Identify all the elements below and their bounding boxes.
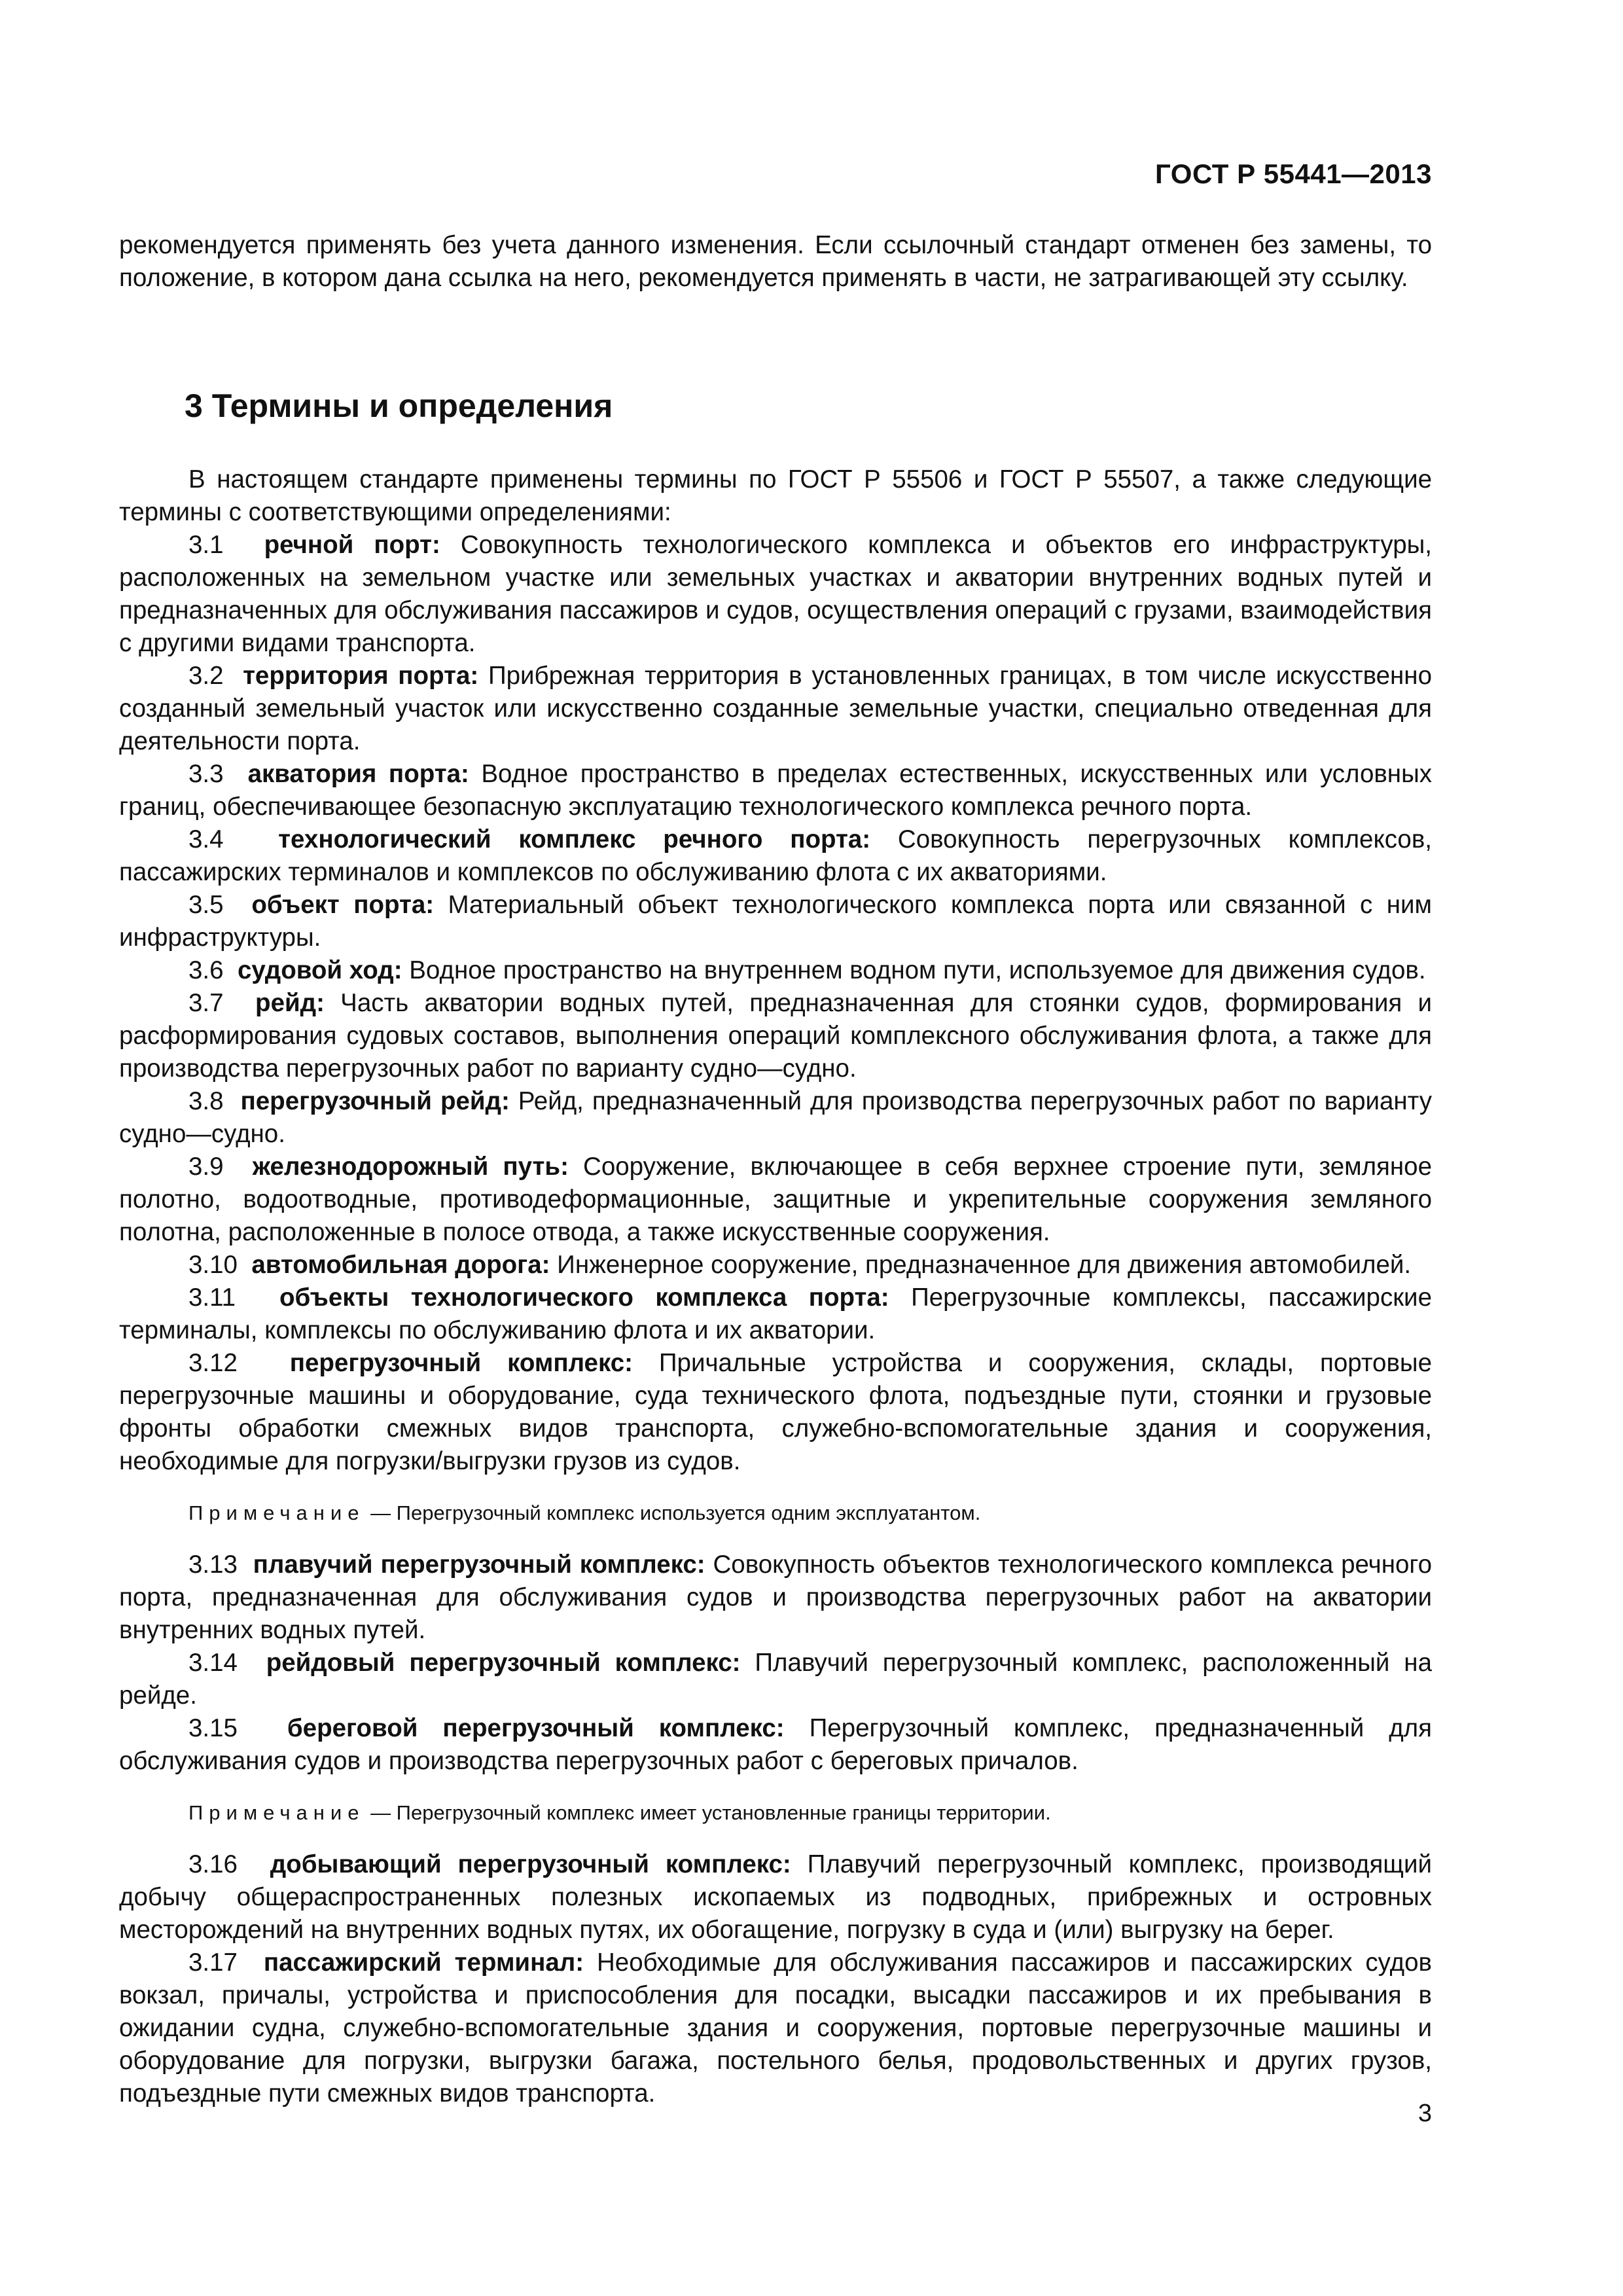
term-number: 3.9 <box>188 1153 224 1181</box>
term-number: 3.17 <box>188 1948 238 1977</box>
term-name: акватория порта: <box>247 760 469 788</box>
term-number: 3.10 <box>188 1251 238 1279</box>
term-name: объект порта: <box>251 891 435 919</box>
term-definition: Плавучий перегрузочный комплекс, производящий добычу общераспространенных полезных ископаемых из подводных, прибрежных и островных месторождений на внутренних водных путях, их обогащение, погрузку в суда и (или) выгрузку на берег. <box>119 1850 1432 1944</box>
term-name: береговой перегрузочный комплекс: <box>287 1714 785 1742</box>
term-name: плавучий перегрузочный комплекс: <box>253 1551 705 1579</box>
section-title: 3 Термины и определения <box>185 387 613 424</box>
term-number: 3.8 <box>188 1087 224 1115</box>
term-entry <box>119 758 1432 823</box>
standard-code-header: ГОСТ Р 55441—2013 <box>1155 158 1432 189</box>
note-label: Примечание <box>188 1501 365 1524</box>
term-entry <box>119 660 1432 758</box>
term-number: 3.2 <box>188 662 224 690</box>
term-name: железнодорожный путь: <box>252 1153 569 1181</box>
term-number: 3.5 <box>188 891 224 919</box>
term-entry <box>119 1712 1432 1778</box>
term-number: 3.12 <box>188 1349 238 1377</box>
term-definition: Причальные устройства и сооружения, склады, портовые перегрузочные машины и оборудование, суда технического флота, подъездные пути, стоянки и грузовые фронты обработки смежных видов транспорта, служебно-вспомогательные здания и сооружения, необходимые для погрузки/выгрузки грузов из судов. <box>119 1349 1432 1475</box>
term-entry <box>119 1549 1432 1647</box>
term-definition: Рейд, предназначенный для производства перегрузочных работ по варианту судно—судно. <box>119 1087 1432 1148</box>
note <box>119 1500 1432 1526</box>
term-number: 3.1 <box>188 531 224 559</box>
term-entry <box>119 823 1432 889</box>
page-number: 3 <box>1418 2100 1432 2127</box>
term-number: 3.4 <box>188 825 224 853</box>
term-name: перегрузочный рейд: <box>240 1087 510 1115</box>
term-entry <box>119 1946 1432 2110</box>
term-number: 3.14 <box>188 1649 238 1677</box>
term-entry <box>119 954 1432 987</box>
term-entry <box>119 529 1432 660</box>
intro-continuation: рекомендуется применять без учета данного изменения. Если ссылочный стандарт отменен без замены, то положение, в котором дана ссылка на него, рекомендуется применять в части, не затрагивающей эту ссылку. <box>119 231 1432 292</box>
term-definition: Часть акватории водных путей, предназначенная для стоянки судов, формирования и расформирования судовых составов, выполнения операций комплексного обслуживания флота, а также для производства перегрузочных работ по варианту судно—судно. <box>119 989 1432 1083</box>
note <box>119 1800 1432 1826</box>
page-content <box>119 229 1432 2110</box>
term-definition: Совокупность перегрузочных комплексов, пассажирских терминалов и комплексов по обслуживанию флота с их акваториями. <box>119 825 1432 886</box>
term-name: судовой ход: <box>237 956 402 984</box>
term-entry <box>119 1151 1432 1249</box>
section-lead: В настоящем стандарте применены термины по ГОСТ Р 55506 и ГОСТ Р 55507, а также следующие термины с соответствующими определениями: <box>119 465 1432 526</box>
term-entry <box>119 987 1432 1085</box>
term-name: рейдовый перегрузочный комплекс: <box>266 1649 741 1677</box>
term-entry <box>119 1282 1432 1347</box>
term-definition: Совокупность объектов технологического комплекса речного порта, предназначенная для обслуживания судов и производства перегрузочных работ на акватории внутренних водных путей. <box>119 1551 1433 1644</box>
term-name: технологический комплекс речного порта: <box>278 825 871 853</box>
term-definition: Перегрузочный комплекс, предназначенный для обслуживания судов и производства перегрузочных работ с береговых причалов. <box>119 1714 1432 1775</box>
term-entry <box>119 1347 1432 1478</box>
term-entry <box>119 1249 1432 1282</box>
term-name: добывающий перегрузочный комплекс: <box>270 1850 791 1878</box>
term-name: объекты технологического комплекса порта: <box>279 1283 889 1312</box>
note-text: — Перегрузочный комплекс имеет установленные границы территории. <box>370 1801 1051 1824</box>
term-name: рейд: <box>255 989 325 1017</box>
term-definition: Водное пространство в пределах естественных, искусственных или условных границ, обеспечивающее безопасную эксплуатацию технологического комплекса речного порта. <box>119 760 1432 821</box>
term-number: 3.6 <box>188 956 224 984</box>
term-name: автомобильная дорога: <box>251 1251 550 1279</box>
note-label: Примечание <box>188 1801 365 1824</box>
term-definition: Материальный объект технологического комплекса порта или связанной с ним инфраструктуры. <box>119 891 1432 952</box>
term-entry <box>119 1848 1432 1946</box>
term-name: речной порт: <box>264 531 440 559</box>
term-definition: Совокупность технологического комплекса и объектов его инфраструктуры, расположенных на земельном участке или земельных участках и акватории внутренних водных путей и предназначенных для обслуживания пассажиров и судов, осуществления операций с грузами, взаимодействия с другими видами транспорта. <box>119 531 1433 657</box>
term-entry <box>119 889 1432 954</box>
term-definition: Необходимые для обслуживания пассажиров и пассажирских судов вокзал, причалы, устройства и приспособления для посадки, высадки пассажиров и их пребывания в ожидании судна, служебно-вспомогательные здания и сооружения, портовые перегрузочные машины и оборудование для погрузки, выгрузки багажа, постельного белья, продовольственных и других грузов, подъездные пути смежных видов транспорта. <box>119 1948 1432 2108</box>
note-text: — Перегрузочный комплекс используется одним эксплуатантом. <box>370 1501 981 1524</box>
term-name: перегрузочный комплекс: <box>289 1349 633 1377</box>
term-definition: Инженерное сооружение, предназначенное для движения автомобилей. <box>557 1251 1412 1279</box>
term-definition: Сооружение, включающее в себя верхнее строение пути, земляное полотно, водоотводные, противодеформационные, защитные и укрепительные сооружения земляного полотна, расположенные в полосе отвода, а также искусственные сооружения. <box>119 1153 1432 1246</box>
term-name: территория порта: <box>243 662 479 690</box>
term-definition: Перегрузочные комплексы, пассажирские терминалы, комплексы по обслуживанию флота и их акватории. <box>119 1283 1432 1344</box>
term-entry <box>119 1085 1432 1151</box>
term-number: 3.15 <box>188 1714 238 1742</box>
term-number: 3.13 <box>188 1551 238 1579</box>
term-definition: Прибрежная территория в установленных границах, в том числе искусственно созданный земельный участок или искусственно созданные земельные участки, специально отведенная для деятельности порта. <box>119 662 1432 755</box>
term-name: пассажирский терминал: <box>263 1948 584 1977</box>
term-number: 3.7 <box>188 989 224 1017</box>
term-number: 3.16 <box>188 1850 238 1878</box>
term-number: 3.11 <box>188 1283 236 1312</box>
term-definition: Плавучий перегрузочный комплекс, расположенный на рейде. <box>119 1649 1432 1710</box>
term-entry <box>119 1647 1432 1712</box>
term-definition: Водное пространство на внутреннем водном пути, используемое для движения судов. <box>409 956 1426 984</box>
term-number: 3.3 <box>188 760 224 788</box>
